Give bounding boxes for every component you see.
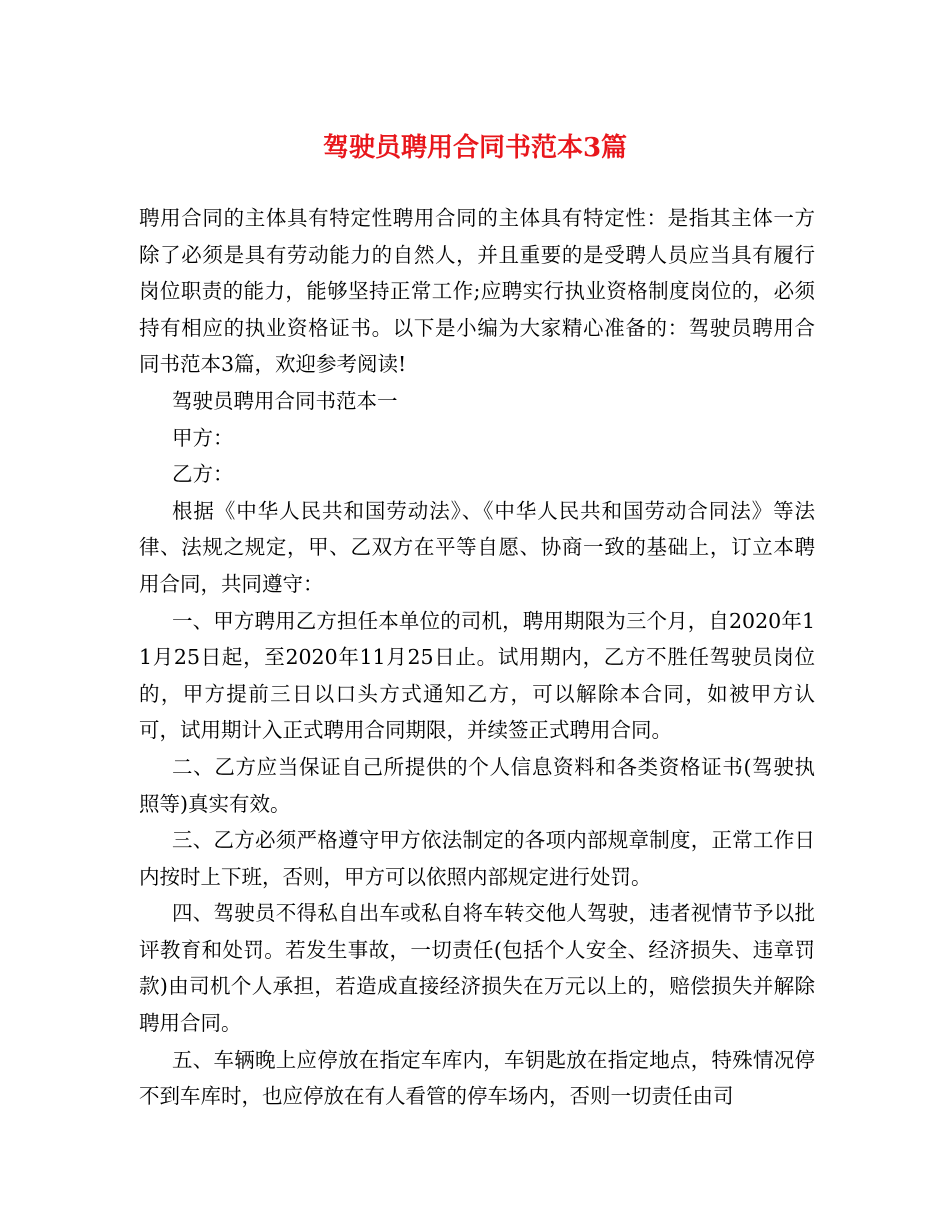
preamble-paragraph: 根据《中华人民共和国劳动法》、《中华人民共和国劳动合同法》等法律、法规之规定，甲、乙双方在平等自愿、协商一致的基础上，订立本聘用合同，共同遵守： bbox=[139, 498, 815, 596]
clause-4: 四、驾驶员不得私自出车或私自将车转交他人驾驶，违者视情节予以批评教育和处罚。若发生事故，一切责任(包括个人安全、经济损失、违章罚款)由司机个人承担，若造成直接经济损失在万元以上的，赔偿损失并解除聘用合同。 bbox=[139, 901, 815, 1036]
clause-2: 二、乙方应当保证自己所提供的个人信息资料和各类资格证书(驾驶执照等)真实有效。 bbox=[139, 754, 815, 816]
party-b-line: 乙方： bbox=[172, 462, 234, 487]
intro-paragraph: 聘用合同的主体具有特定性聘用合同的主体具有特定性：是指其主体一方除了必须是具有劳动能力的自然人，并且重要的是受聘人员应当具有履行岗位职责的能力，能够坚持正常工作;应聘实行执业资格制度岗位的，必须持有相应的执业资格证书。以下是小编为大家精心准备的：驾驶员聘用合同书范本3篇，欢迎参考阅读! bbox=[139, 206, 815, 377]
clause-3: 三、乙方必须严格遵守甲方依法制定的各项内部规章制度，正常工作日内按时上下班，否则，甲方可以依照内部规定进行处罚。 bbox=[139, 828, 815, 889]
clause-1: 一、甲方聘用乙方担任本单位的司机，聘用期限为三个月，自2020年11月25日起，至2020年11月25日止。试用期内，乙方不胜任驾驶员岗位的，甲方提前三日以口头方式通知乙方，可以解除本合同，如被甲方认可，试用期计入正式聘用合同期限，并续签正式聘用合同。 bbox=[139, 608, 815, 743]
section-heading: 驾驶员聘用合同书范本一 bbox=[172, 388, 398, 413]
clause-5: 五、车辆晚上应停放在指定车库内，车钥匙放在指定地点，特殊情况停不到车库时，也应停放在有人看管的停车场内，否则一切责任由司 bbox=[139, 1047, 815, 1109]
document-body bbox=[139, 200, 815, 1115]
party-a-line: 甲方： bbox=[172, 425, 234, 450]
document-title: 驾驶员聘用合同书范本3篇 bbox=[322, 133, 628, 163]
